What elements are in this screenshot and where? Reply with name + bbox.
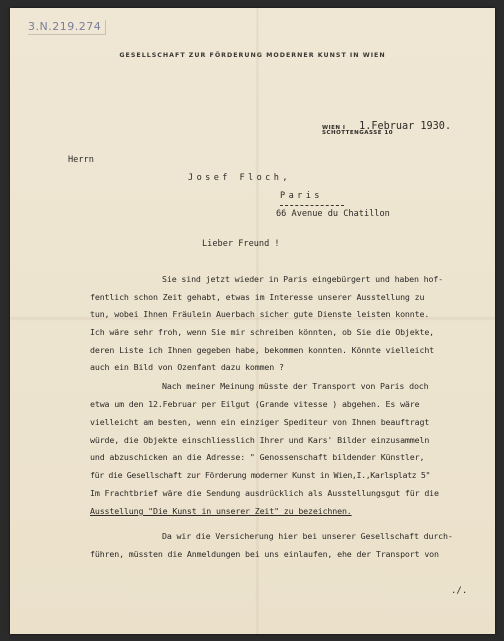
body-line: Sie sind jetzt wieder in Paris eingebürgert und haben hof- [162, 274, 444, 284]
letter-street: SCHOTTENGASSE 10 [322, 130, 394, 136]
body-line: fentlich schon Zeit gehabt, etwas im Interesse unserer Ausstellung zu [90, 292, 425, 302]
body-line: Ich wäre sehr froh, wenn Sie mir schreiben könnten, ob Sie die Objekte, [90, 327, 435, 337]
body-line: etwa um den 12.Februar per Eilgut (Grande vitesse ) abgehen. Es wäre [90, 399, 420, 409]
archive-number: 3.N.219.274 [28, 20, 106, 35]
recipient-salutation: Herrn [68, 155, 94, 165]
body-line: Da wir die Versicherung hier bei unserer Gesellschaft durch- [162, 531, 453, 541]
letter-page [10, 8, 495, 634]
body-line: Ausstellung "Die Kunst in unserer Zeit" zu bezeichnen. [90, 506, 352, 516]
body-line: und abzuschicken an die Adresse: " Genossenschaft bildender Künstler, [90, 452, 425, 462]
body-line: würde, die Objekte einschliesslich Ihrer und Kars' Bilder einzusammeln [90, 435, 430, 445]
body-line: vielleicht am besten, wenn ein einziger Spediteur von Ihnen beauftragt [90, 417, 430, 427]
body-line: für die Gesellschaft zur Förderung moderner Kunst in Wien,I.,Karlsplatz 5" [90, 470, 431, 480]
letter-city: WIEN I [322, 125, 346, 131]
page-turn-mark: ./. [451, 586, 468, 596]
body-line: deren Liste ich Ihnen gegeben habe, bekommen konnten. Könnte vielleicht [90, 345, 435, 355]
letterhead: GESELLSCHAFT ZUR FÖRDERUNG MODERNER KUNST IN WIEN [119, 52, 386, 59]
body-line: auch ein Bild von Ozenfant dazu kommen ? [90, 362, 284, 372]
recipient-address: 66 Avenue du Chatillon [276, 209, 390, 219]
body-line: Im Frachtbrief wäre die Sendung ausdrücklich als Ausstellungsgut für die [90, 488, 439, 498]
body-line: führen, müssten die Anmeldungen bei uns einlaufen, ehe der Transport von [90, 549, 439, 559]
letter-date: 1.Februar 1930. [359, 121, 452, 132]
body-line: Nach meiner Meinung müsste der Transport von Paris doch [162, 381, 429, 391]
city-underline [280, 205, 344, 206]
recipient-name: Josef Floch, [188, 173, 291, 183]
recipient-city: Paris [280, 191, 323, 201]
body-line: tun, wobei Ihnen Fräulein Auerbach sicher gute Dienste leisten konnte. [90, 309, 430, 319]
greeting: Lieber Freund ! [202, 239, 280, 249]
